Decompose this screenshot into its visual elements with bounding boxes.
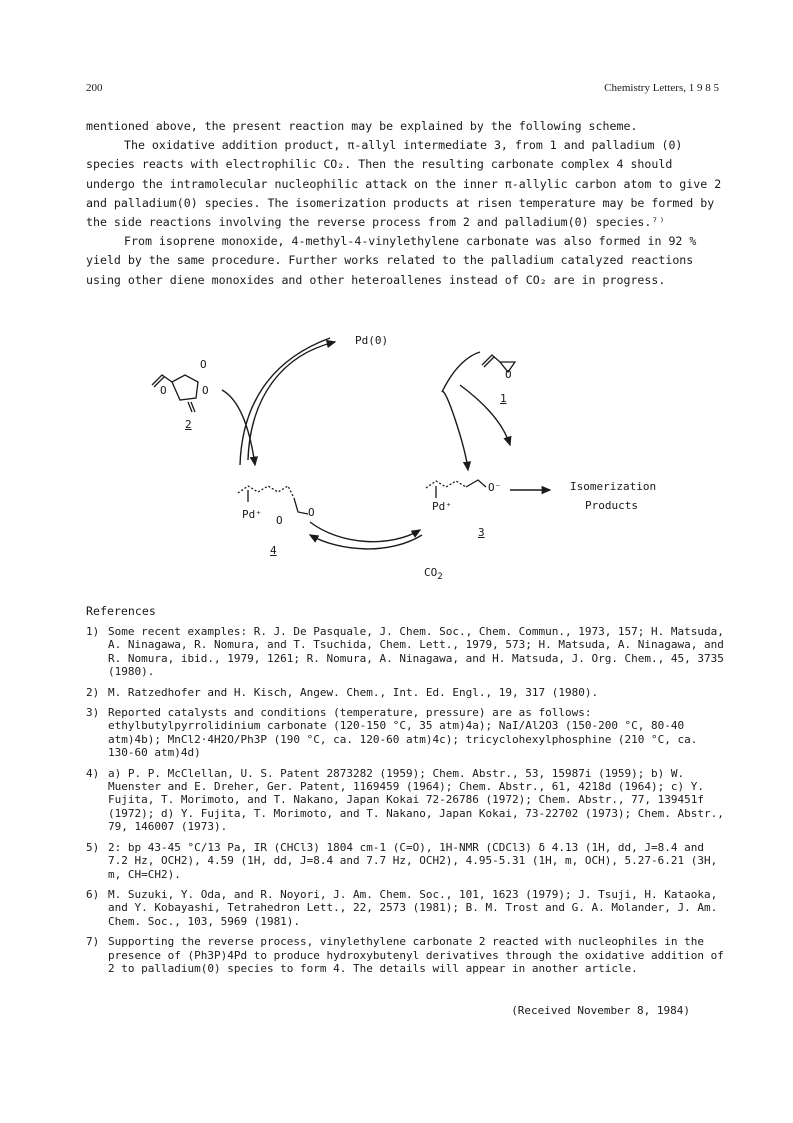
carbonate-o1-label: O	[200, 358, 207, 371]
products-label: Products	[585, 499, 638, 512]
journal-header: Chemistry Letters, 1 9 8 5	[604, 82, 719, 94]
compound-4-o2-label: O	[308, 506, 315, 519]
compound-1-number: 1	[500, 392, 507, 405]
body-text	[86, 117, 726, 290]
paragraph-1: mentioned above, the present reaction may be explained by the following scheme.	[86, 119, 638, 133]
reference-item: 7) Supporting the reverse process, vinylethylene carbonate 2 reacted with nucleophiles in the presence of (Ph3P)4Pd to produce hydroxybutenyl derivatives through the oxidative addition of 2 to palladium(0) species to form 4. The details will appear in another article.	[86, 935, 724, 975]
isomerization-label: Isomerization	[570, 480, 657, 493]
compound-3-structure	[426, 480, 486, 498]
reference-item: 2) M. Ratzedhofer and H. Kisch, Angew. Chem., Int. Ed. Engl., 19, 317 (1980).	[86, 685, 599, 699]
compound-4-number: 4	[270, 544, 277, 557]
references-list	[86, 625, 726, 982]
reference-item: 3) Reported catalysts and conditions (temperature, pressure) are as follows: ethylbutylpyrrolidinium carbonate (120-150 °C, 35 atm)4a); NaI/Al2O3 (150-200 °C, 80-40 atm)4b); MnCl2·4H2O/Ph3P (190 °C, ca. 120-60 atm)4c); tricyclohexylphosphine (210 °C, ca. 130-60 atm)4d)	[86, 706, 698, 760]
compound-4-pd-label: Pd⁺	[242, 508, 262, 521]
references-heading: References	[86, 604, 156, 618]
paragraph-2: The oxidative addition product, π-allyl intermediate 3, from 1 and palladium (0) species reacts with electrophilic CO₂. Then the resulting carbonate complex 4 should undergo the intramolecular nucleophilic attack on the inner π-allylic carbon atom to give 2 and palladium(0) species. The isomerization products at risen temperature may be formed by the side reactions involving the reverse process from 2 and palladium(0) species.⁷⁾	[86, 138, 722, 230]
carbonate-o2-label: O	[160, 384, 167, 397]
paragraph-3: From isoprene monoxide, 4-methyl-4-vinylethylene carbonate was also formed in 92 % yield by the same procedure. Further works related to the palladium catalyzed reactions using other diene monoxides and other heteroallenes instead of CO₂ are in progress.	[86, 234, 697, 287]
co2-label: $CO_2$	[424, 566, 443, 583]
page-number: 200	[86, 82, 103, 94]
reference-item: 4) a) P. P. McClellan, U. S. Patent 2873282 (1959); Chem. Abstr., 53, 15987i (1959); b) W. Muenster and E. Dreher, Ger. Patent, 1169459 (1964); Chem. Abstr., 61, 4218d (1964); c) Y. Fujita, T. Morimoto, and T. Nakano, Japan Kokai 72-26786 (1972); Chem. Abstr., 77, 139451f (1972); d) Y. Fujita, T. Morimoto, and T. Nakano, Japan Kokai, 73-22702 (1973); Chem. Abstr., 79, 146007 (1973).	[86, 766, 724, 834]
received-date: (Received November 8, 1984)	[511, 1004, 690, 1017]
pd0-label: Pd(0)	[355, 334, 389, 347]
carbonate-o3-label: O	[202, 384, 209, 397]
reference-item: 5) 2: bp 43-45 °C/13 Pa, IR (CHCl3) 1804 cm-1 (C=O), 1H-NMR (CDCl3) δ 4.13 (1H, dd, J=8.4 and 7.2 Hz, OCH2), 4.59 (1H, dd, J=8.4 and 7.7 Hz, OCH2), 4.95-5.31 (1H, m, OCH), 5.27-6.21 (3H, m, CH=CH2).	[86, 840, 718, 881]
compound-2-number: 2	[185, 418, 192, 431]
compound-2-structure	[152, 375, 198, 412]
compound-3-pd-label: Pd⁺	[432, 500, 452, 513]
compound-3-number: 3	[478, 526, 485, 539]
catalytic-cycle-diagram	[130, 330, 690, 590]
compound-3-o-minus-label: O⁻	[488, 481, 502, 494]
reference-item: 1) Some recent examples: R. J. De Pasquale, J. Chem. Soc., Chem. Commun., 1973, 157; H. Matsuda, A. Ninagawa, R. Nomura, and T. Tsuchida, Chem. Lett., 1979, 573; H. Matsuda, A. Ninagawa, and R. Nomura, ibid., 1979, 1261; R. Nomura, A. Ninagawa, and H. Matsuda, J. Org. Chem., 45, 3735 (1980).	[86, 625, 724, 679]
cycle-arrows	[222, 338, 550, 549]
reaction-scheme	[130, 330, 690, 590]
epoxide-oxygen-label: O	[505, 368, 512, 381]
reference-item: 6) M. Suzuki, Y. Oda, and R. Noyori, J. Am. Chem. Soc., 101, 1623 (1979); J. Tsuji, H. Kataoka, and Y. Kobayashi, Tetrahedron Lett., 22, 2573 (1981); B. M. Trost and G. A. Molander, J. Am. Chem. Soc., 103, 5969 (1981).	[86, 887, 718, 928]
compound-4-o-label: O	[276, 514, 283, 527]
